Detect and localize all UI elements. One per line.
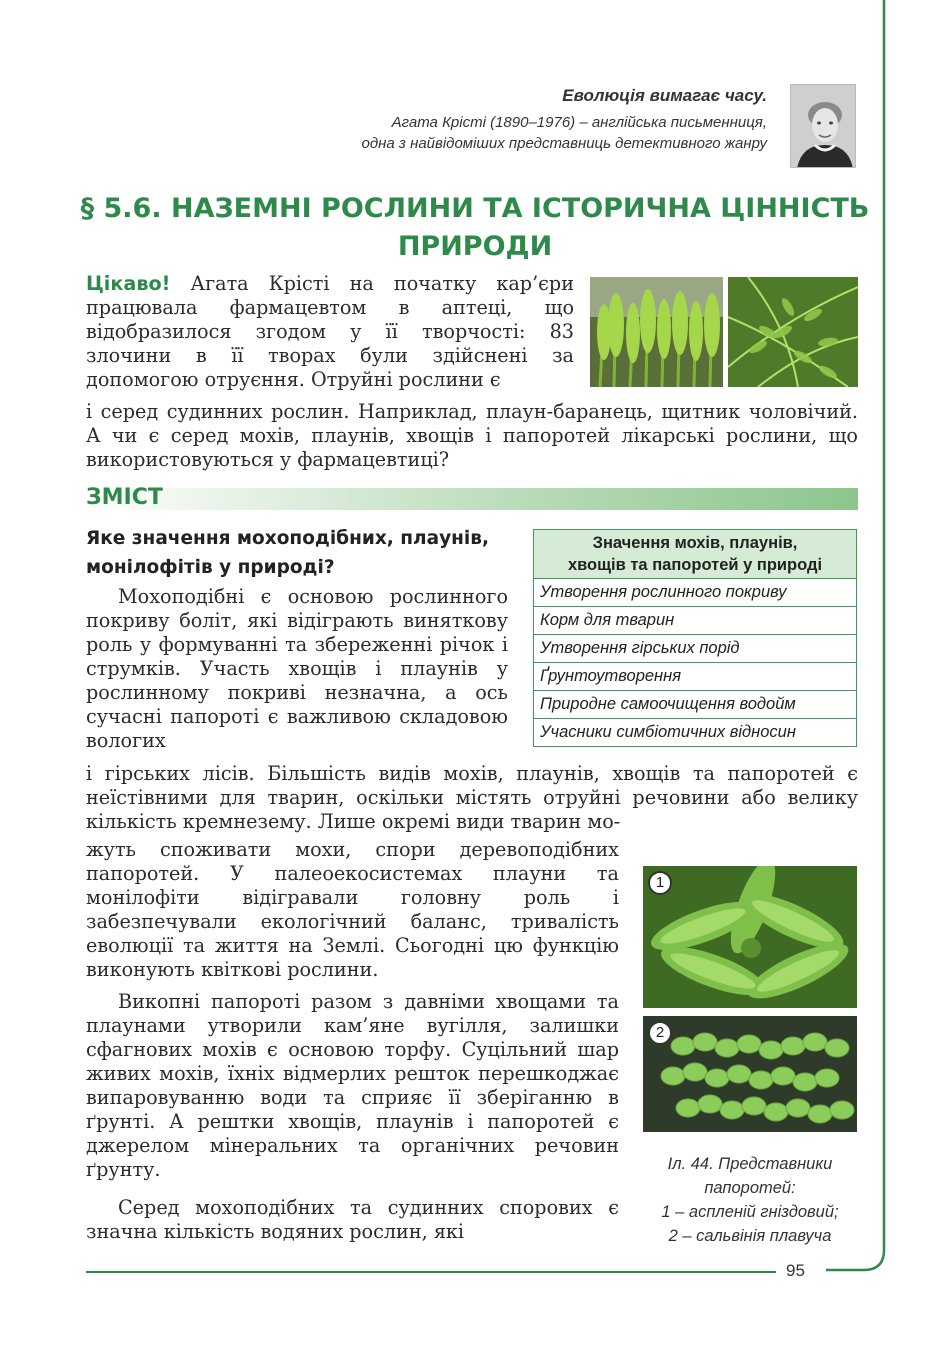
table-cell: Утворення рослинного покриву xyxy=(534,579,857,607)
figure-caption-line: Іл. 44. Представники xyxy=(667,1155,833,1173)
epigraph-author-line: Агата Крісті (1890–1976) – англійська письменниця, xyxy=(391,114,767,131)
importance-table xyxy=(533,529,857,747)
table-header-line: хвощів та папоротей у природі xyxy=(567,556,823,574)
table-row xyxy=(534,607,857,635)
author-portrait xyxy=(790,84,856,168)
body-text: Викопні папороті разом з давніми хвощами та плаунами утворили кам’яне вугілля, залишки сфагнових мохів є основою торфу. Суцільний шар живих мохів, їхніх відмерлих решток перешкоджає випаровуванню води та сприяє її зберіганню в ґрунті. А рештки хвощів, плаунів і папоротей є джерелом мінеральних та органічних речовин ґрунту. xyxy=(86,990,619,1181)
table-cell: Природне самоочищення водойм xyxy=(534,691,857,719)
intro-paragraph: Агата Крісті на початку кар’єри працювала фармацевтом в аптеці, що відобразилося згодом у її творчості: 83 злочини в її творах були здійснені за допомогою отруєння. Отруйні рослини є xyxy=(86,272,574,391)
table-row xyxy=(534,579,857,607)
club-moss-photo xyxy=(590,277,723,387)
figure-marker-2: 2 xyxy=(648,1021,672,1045)
interesting-label: Цікаво! xyxy=(86,272,171,295)
page-title-line: ПРИРОДИ xyxy=(397,231,553,262)
table-row xyxy=(534,691,857,719)
section-title: ЗМІСТ xyxy=(86,485,163,510)
figure-caption xyxy=(636,1152,864,1248)
page-number: 95 xyxy=(786,1261,805,1280)
body-paragraph-2 xyxy=(86,990,619,1182)
salvinia-photo xyxy=(643,1016,857,1132)
subheading: Яке значення мохоподібних, плаунів, монілофітів у природі? xyxy=(86,528,489,578)
body-text: Мохоподібні є основою рослинного покриву боліт, які відіграють виняткову роль у формуванні та збереженні річок і струмків. Участь хвощів і плаунів у рослинному покриві незначна, а ось сучасні папороті є важливою складовою вологих xyxy=(86,585,508,752)
table-cell: Учасники симбіотичних відносин xyxy=(534,719,857,747)
epigraph-author-line: одна з найвідоміших представниць детективного жанру xyxy=(361,135,767,152)
epigraph-author xyxy=(147,112,767,154)
body-paragraph-1a xyxy=(86,585,508,753)
body-paragraph-3 xyxy=(86,1196,619,1244)
page-title xyxy=(60,190,890,266)
section-bar xyxy=(86,488,858,510)
table-row xyxy=(534,663,857,691)
page-title-line: § 5.6. НАЗЕМНІ РОСЛИНИ ТА ІСТОРИЧНА ЦІННІСТЬ xyxy=(80,193,870,224)
body-text: і гірських лісів. Більшість видів мохів, плаунів, хвощів та папоротей є неїстівними для тварин, оскільки містять отруйні речовини або велику кількість кремнезему. Лише окремі види тварин мо- xyxy=(86,762,858,833)
figure-caption-line: папоротей: xyxy=(704,1179,796,1197)
table-row xyxy=(534,719,857,747)
asplenium-photo xyxy=(643,866,857,1008)
epigraph xyxy=(147,86,767,154)
table-header-line: Значення мохів, плаунів, xyxy=(592,534,798,552)
intro-text xyxy=(86,272,574,392)
epigraph-quote: Еволюція вимагає часу. xyxy=(562,86,767,105)
table-cell: Ґрунтоутворення xyxy=(534,663,857,691)
table-row xyxy=(534,635,857,663)
figure-caption-line: 2 – сальвінія плавуча xyxy=(668,1227,832,1245)
intro-paragraph-continued: і серед судинних рослин. Наприклад, плаун-баранець, щитник чоловічий. А чи є серед мохів, плаунів, хвощів і папоротей лікарські рослини, що використовуються у фармацевтиці? xyxy=(86,400,858,471)
body-paragraph-1b xyxy=(86,762,858,834)
figure-caption-line: 1 – аспленій гніздовий; xyxy=(661,1203,839,1221)
table-cell: Утворення гірських порід xyxy=(534,635,857,663)
intro-text-continued xyxy=(86,400,858,472)
figure-marker-1: 1 xyxy=(648,871,672,895)
table-cell: Корм для тварин xyxy=(534,607,857,635)
body-paragraph-1c xyxy=(86,838,619,982)
body-text: жуть споживати мохи, спори деревоподібних папоротей. У палеоекосистемах плауни та монілофіти відігравали головну роль і забезпечували екологічний баланс, тривалість еволюції та життя на Землі. Сьогодні цю функцію виконують квіткові рослини. xyxy=(86,838,619,981)
male-fern-photo xyxy=(728,277,858,387)
body-text: Серед мохоподібних та судинних спорових є значна кількість водяних рослин, які xyxy=(86,1196,619,1243)
table-header xyxy=(534,530,857,579)
